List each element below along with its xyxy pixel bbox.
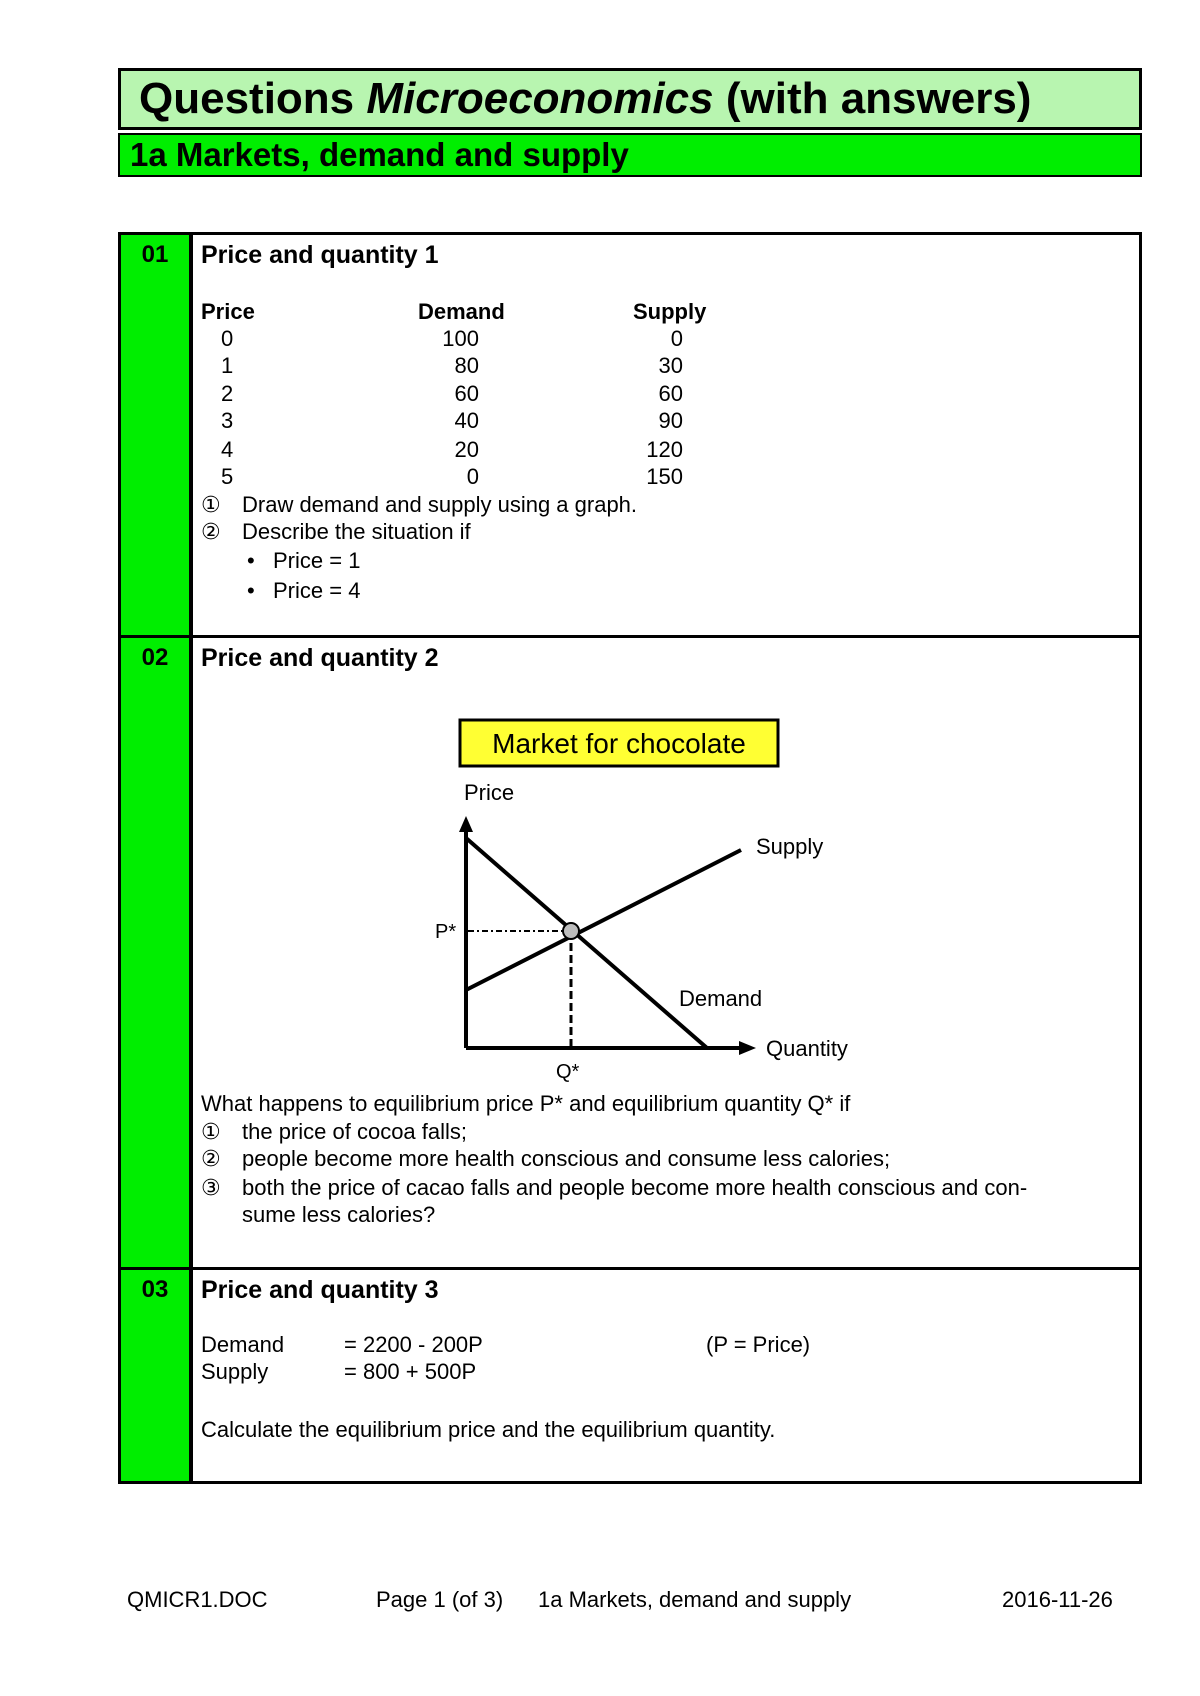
table-cell: 0 [221,326,234,351]
supply-line [466,850,741,990]
item-text: both the price of cacao falls and people become more health conscious and con- [242,1175,1028,1200]
supply-equation: = 800 + 500P [344,1359,477,1384]
bullet-icon: • [247,578,255,603]
item-text: Describe the situation if [242,519,471,544]
question-02 [118,635,1142,1270]
footer-file: QMICR1.DOC [127,1587,268,1612]
demand-curve-label: Demand [679,986,763,1011]
item-text: Draw demand and supply using a graph. [242,492,638,517]
table-cell: 30 [658,353,683,378]
question-intro: What happens to equilibrium price P* and equilibrium quantity Q* if [201,1091,851,1116]
footer-section: 1a Markets, demand and supply [538,1587,852,1612]
table-cell: 0 [466,464,479,489]
document-title [118,68,1142,130]
y-axis-label: Price [464,780,515,805]
table-cell: 150 [646,464,683,489]
y-axis-arrow-icon [459,816,473,832]
footer-date: 2016-11-26 [1002,1587,1113,1612]
bullet-icon: • [247,548,255,573]
title-part2: (with answers) [725,74,1032,123]
question-body [201,235,1139,635]
diagram-title: Market for chocolate [492,728,746,759]
q-star-label: Q* [556,1061,580,1083]
question-01 [118,232,1142,638]
demand-line [466,838,707,1048]
item-marker: ② [201,519,221,544]
question-number: 01 [121,235,193,635]
title-italic: Microeconomics [366,74,714,123]
table-cell: 60 [658,381,683,406]
x-axis-arrow-icon [739,1041,756,1055]
table-cell: 40 [454,408,479,433]
table-header-supply: Supply [633,299,707,324]
item-marker: ① [201,492,221,517]
demand-label: Demand [201,1332,285,1357]
question-body [201,1270,1139,1481]
item-marker: ③ [201,1175,221,1200]
table-cell: 5 [221,464,234,489]
table-cell: 3 [221,408,234,433]
table-cell: 20 [454,437,479,462]
price-note: (P = Price) [706,1332,811,1357]
equilibrium-point [563,923,579,939]
table-cell: 120 [646,437,683,462]
supply-label: Supply [201,1359,269,1384]
question-number: 02 [121,638,193,1267]
table-header-price: Price [201,299,255,324]
item-text-continued: sume less calories? [242,1202,436,1227]
table-header-demand: Demand [418,299,505,324]
supply-demand-diagram [201,638,981,1088]
item-text: the price of cocoa falls; [242,1119,468,1144]
footer-page: Page 1 (of 3) [376,1587,504,1612]
table-cell: 100 [442,326,479,351]
demand-equation: = 2200 - 200P [344,1332,483,1357]
bullet-text: Price = 1 [273,548,361,573]
table-cell: 4 [221,437,234,462]
p-star-label: P* [435,921,457,943]
item-text: people become more health conscious and consume less calories; [242,1146,891,1171]
table-cell: 60 [454,381,479,406]
supply-curve-label: Supply [756,834,824,859]
instruction: Calculate the equilibrium price and the equilibrium quantity. [201,1417,776,1442]
bullet-text: Price = 4 [273,578,361,603]
table-cell: 90 [658,408,683,433]
item-marker: ① [201,1119,221,1144]
x-axis-label: Quantity [766,1036,848,1061]
question-title: Price and quantity 1 [201,241,439,269]
question-03 [118,1267,1142,1484]
question-title: Price and quantity 3 [201,1276,439,1304]
title-part1: Questions [139,74,355,123]
question-body [201,638,1139,1267]
section-subtitle: 1a Markets, demand and supply [118,133,1142,177]
table-cell: 2 [221,381,234,406]
question-number: 03 [121,1270,193,1481]
table-cell: 0 [670,326,683,351]
table-cell: 80 [454,353,479,378]
table-cell: 1 [221,353,234,378]
question-title: Price and quantity 2 [201,644,439,672]
item-marker: ② [201,1146,221,1171]
